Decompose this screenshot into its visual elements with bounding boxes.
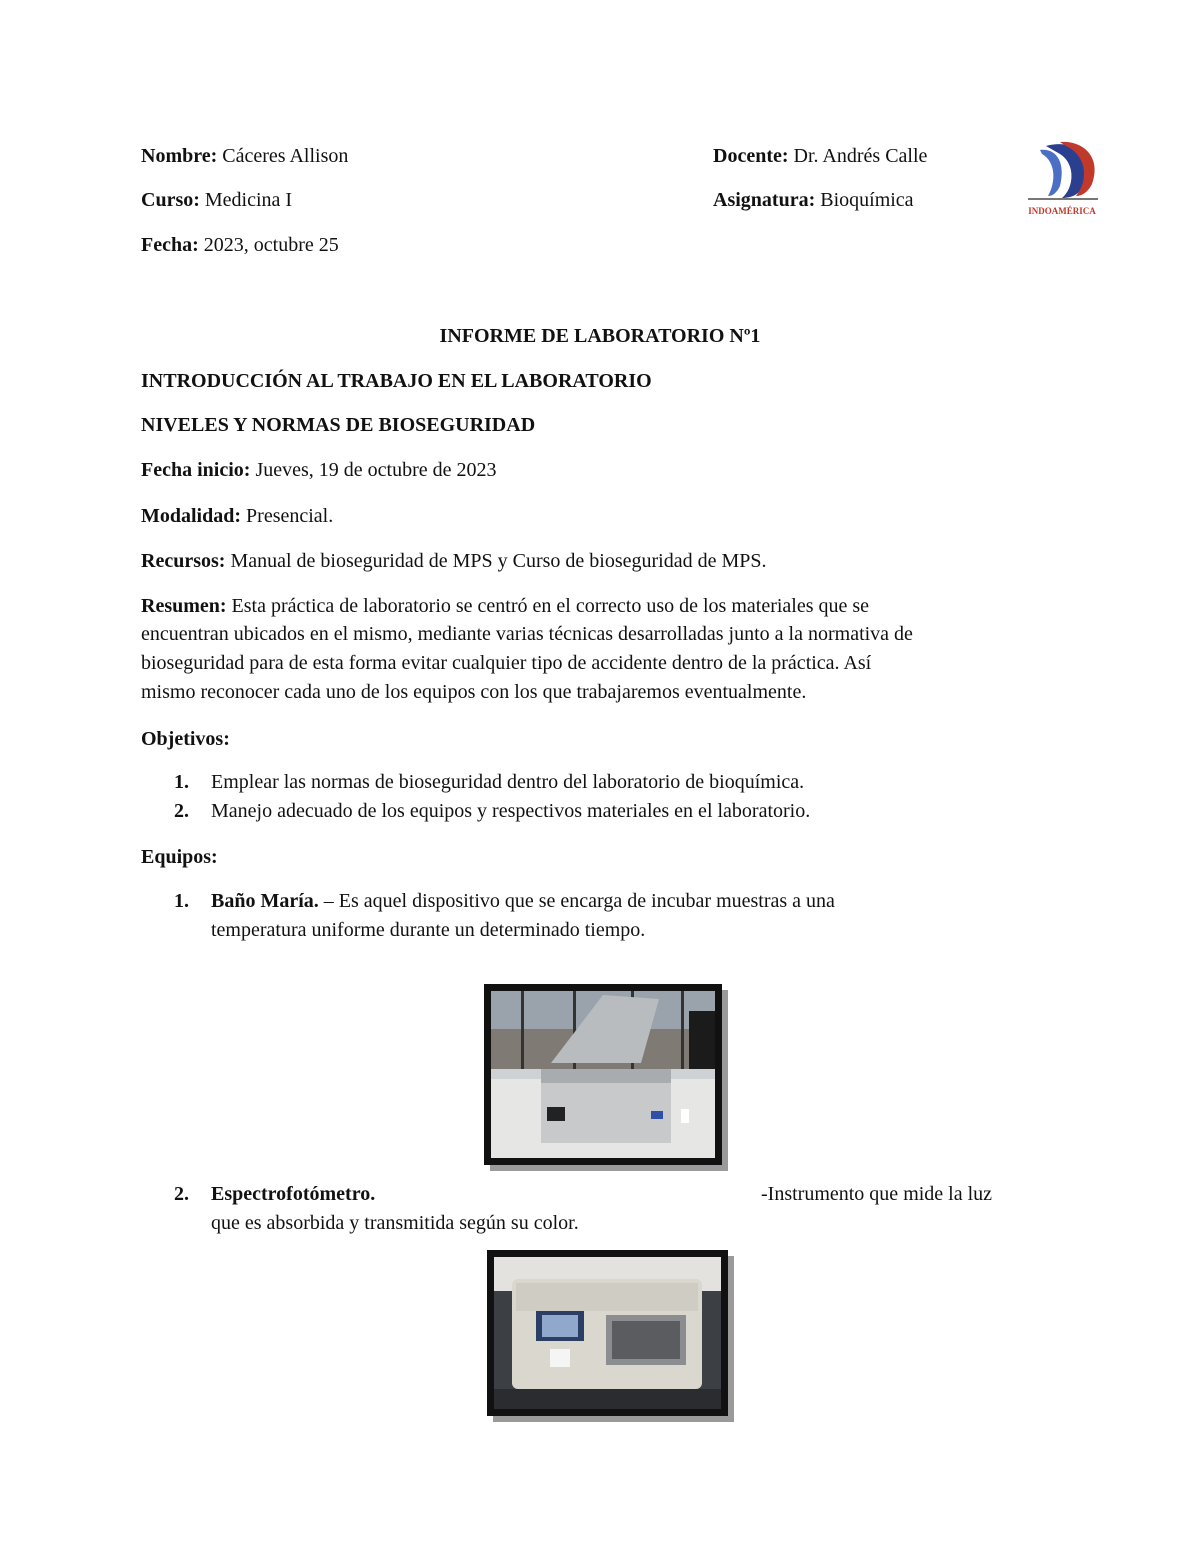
recursos-label: Recursos: [141, 550, 226, 572]
curso-label: Curso: [141, 189, 200, 211]
asignatura-value: Bioquímica [820, 189, 914, 211]
nombre-line [141, 142, 348, 171]
objetivos-heading: Objetivos: [141, 728, 230, 750]
subtitle-biosafety: NIVELES Y NORMAS DE BIOSEGURIDAD [141, 414, 536, 436]
modalidad-line [141, 502, 333, 531]
resumen-line-4: mismo reconocer cada uno de los equipos con los que trabajaremos eventualmente. [141, 681, 807, 703]
resumen-line-1 [141, 592, 869, 621]
fecha-value: 2023, octubre 25 [203, 234, 339, 256]
subtitle-intro: INTRODUCCIÓN AL TRABAJO EN EL LABORATORIO [141, 370, 652, 392]
objetivo-2-number: 2. [174, 800, 189, 822]
espectrofotometro-photo [487, 1250, 728, 1416]
objetivo-1-text: Emplear las normas de bioseguridad dentro del laboratorio de bioquímica. [211, 771, 805, 793]
fecha-label: Fecha: [141, 234, 199, 256]
fecha-line [141, 231, 339, 260]
docente-line [713, 142, 927, 171]
modalidad-value: Presencial. [246, 505, 334, 527]
equipo-2-name: Espectrofotómetro. [211, 1183, 376, 1205]
curso-line [141, 186, 292, 215]
equipo-1-line-2: temperatura uniforme durante un determinado tiempo. [211, 919, 646, 941]
recursos-line [141, 547, 767, 576]
curso-value: Medicina I [204, 189, 293, 211]
objetivo-1-number: 1. [174, 771, 189, 793]
fecha-inicio-label: Fecha inicio: [141, 459, 251, 481]
modalidad-label: Modalidad: [141, 505, 242, 527]
equipo-1-name: Baño María. [211, 890, 319, 912]
nombre-label: Nombre: [141, 145, 218, 167]
asignatura-label: Asignatura: [713, 189, 816, 211]
resumen-text-1: Esta práctica de laboratorio se centró en el correcto uso de los materiales que se [231, 595, 870, 617]
nombre-value: Cáceres Allison [222, 145, 349, 167]
resumen-line-3: bioseguridad para de esta forma evitar cualquier tipo de accidente dentro de la práctica. Así [141, 652, 872, 674]
equipo-1-description: – Es aquel dispositivo que se encarga de incubar muestras a una [318, 890, 835, 912]
equipo-2-number: 2. [174, 1183, 189, 1205]
university-logo [1016, 138, 1108, 222]
objetivo-2-text: Manejo adecuado de los equipos y respectivos materiales en el laboratorio. [211, 800, 811, 822]
svg-text:INDOAMÉRICA: INDOAMÉRICA [1028, 206, 1096, 216]
fecha-inicio-value: Jueves, 19 de octubre de 2023 [255, 459, 497, 481]
docente-label: Docente: [713, 145, 789, 167]
equipo-1-line-1 [211, 887, 835, 916]
equipo-1-number: 1. [174, 890, 189, 912]
docente-value: Dr. Andrés Calle [793, 145, 928, 167]
equipos-heading: Equipos: [141, 846, 218, 868]
resumen-label: Resumen: [141, 595, 227, 617]
fecha-inicio-line [141, 456, 496, 485]
resumen-line-2: encuentran ubicados en el mismo, mediante varias técnicas desarrolladas junto a la normativa de [141, 623, 913, 645]
equipo-2-line-2: que es absorbida y transmitida según su color. [211, 1212, 579, 1234]
equipo-2-description: -Instrumento que mide la luz [761, 1183, 993, 1205]
bano-maria-photo [484, 984, 722, 1165]
report-title: INFORME DE LABORATORIO Nº1 [439, 325, 761, 347]
asignatura-line [713, 186, 914, 215]
recursos-value: Manual de bioseguridad de MPS y Curso de bioseguridad de MPS. [230, 550, 767, 572]
